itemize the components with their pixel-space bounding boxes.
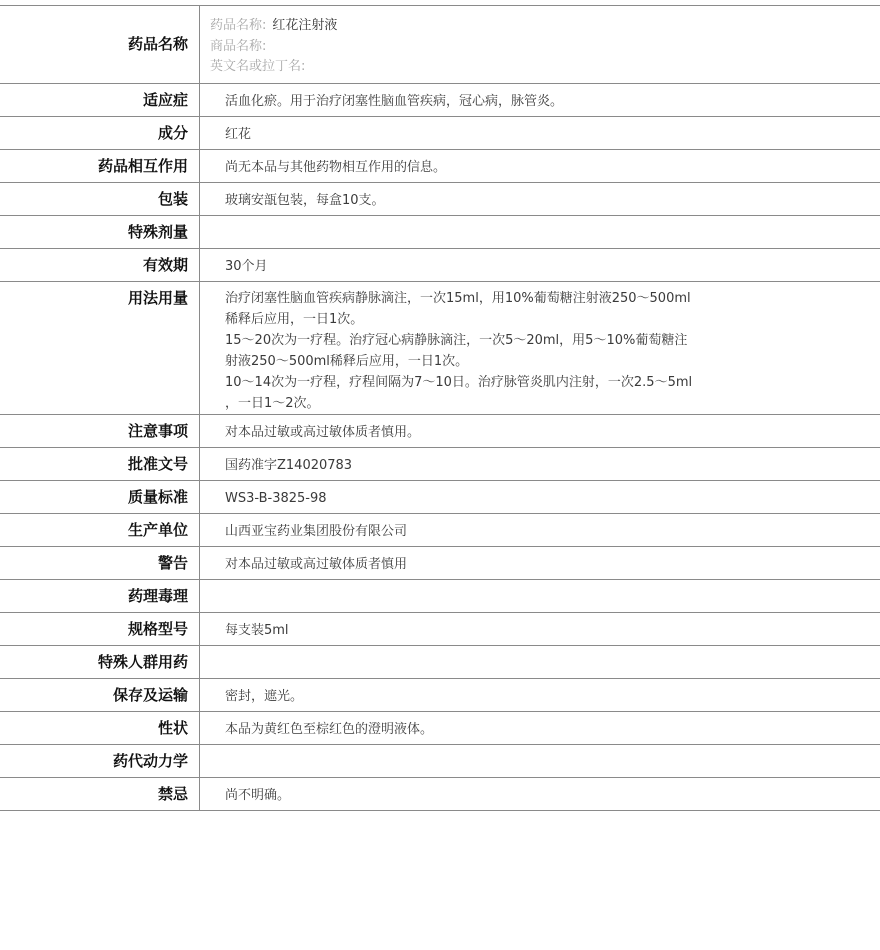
row-value: 对本品过敏或高过敏体质者慎用 xyxy=(225,557,408,572)
usage-line: 治疗闭塞性脑血管疾病静脉滴注，一次15ml，用10%葡萄糖注射液250～500ml xyxy=(225,291,691,306)
row-storage-transport xyxy=(0,679,880,712)
row-value xyxy=(200,216,880,248)
row-label: 警告 xyxy=(0,547,200,579)
trade-name-key: 商品名称: xyxy=(210,38,267,54)
drug-name-block xyxy=(200,6,880,83)
row-value: 尚无本品与其他药物相互作用的信息。 xyxy=(225,160,447,175)
row-label: 特殊剂量 xyxy=(0,216,200,248)
row-label: 性状 xyxy=(0,712,200,744)
row-label: 用法用量 xyxy=(0,282,200,414)
english-name-line xyxy=(210,57,880,78)
row-quality-standard xyxy=(0,481,880,514)
row-label: 药品名称 xyxy=(0,6,200,83)
row-label: 保存及运输 xyxy=(0,679,200,711)
row-label: 规格型号 xyxy=(0,613,200,645)
row-label: 特殊人群用药 xyxy=(0,646,200,678)
row-specification xyxy=(0,613,880,646)
row-label: 批准文号 xyxy=(0,448,200,480)
row-value: 活血化瘀。用于治疗闭塞性脑血管疾病，冠心病，脉管炎。 xyxy=(225,94,564,109)
row-pharmacokinetics xyxy=(0,745,880,778)
usage-line: ，一日1～2次。 xyxy=(225,396,320,411)
row-contraindications xyxy=(0,778,880,811)
english-name-key: 英文名或拉丁名: xyxy=(210,59,306,74)
generic-name-value: 红花注射液 xyxy=(272,18,338,33)
row-label: 成分 xyxy=(0,117,200,149)
row-packaging xyxy=(0,183,880,216)
generic-name-key: 药品名称: xyxy=(210,18,267,33)
row-label: 禁忌 xyxy=(0,778,200,810)
trade-name-line xyxy=(210,37,880,58)
row-value: 密封，遮光。 xyxy=(225,689,304,704)
row-manufacturer xyxy=(0,514,880,547)
usage-line: 10～14次为一疗程，疗程间隔为7～10日。治疗脉管炎肌内注射，一次2.5～5ml xyxy=(225,375,693,390)
row-value: 国药准字Z14020783 xyxy=(225,458,353,473)
row-approval-number xyxy=(0,448,880,481)
usage-text xyxy=(200,282,880,414)
row-indications xyxy=(0,84,880,117)
drug-info-table xyxy=(0,5,880,811)
row-drug-name xyxy=(0,6,880,84)
usage-line: 15～20次为一疗程。治疗冠心病静脉滴注，一次5～20ml，用5～10%葡萄糖注 xyxy=(225,333,688,348)
row-shelf-life xyxy=(0,249,880,282)
row-value: 本品为黄红色至棕红色的澄明液体。 xyxy=(225,722,434,737)
row-value: 山西亚宝药业集团股份有限公司 xyxy=(225,524,408,539)
row-value xyxy=(200,745,880,777)
row-label: 药理毒理 xyxy=(0,580,200,612)
row-special-populations xyxy=(0,646,880,679)
row-value: 尚不明确。 xyxy=(225,788,291,803)
row-value xyxy=(200,646,880,678)
row-value xyxy=(200,580,880,612)
row-value: 对本品过敏或高过敏体质者慎用。 xyxy=(225,425,421,440)
row-value: WS3-B-3825-98 xyxy=(225,491,327,506)
row-pharmacology-toxicology xyxy=(0,580,880,613)
row-usage-dosage xyxy=(0,282,880,415)
row-special-dosage xyxy=(0,216,880,249)
row-drug-interactions xyxy=(0,150,880,183)
row-value: 30个月 xyxy=(225,259,268,274)
usage-line: 稀释后应用，一日1次。 xyxy=(225,312,364,327)
row-label: 注意事项 xyxy=(0,415,200,447)
usage-line: 射液250～500ml稀释后应用，一日1次。 xyxy=(225,354,469,369)
row-precautions xyxy=(0,415,880,448)
row-label: 药代动力学 xyxy=(0,745,200,777)
row-label: 适应症 xyxy=(0,84,200,116)
row-warning xyxy=(0,547,880,580)
row-value: 玻璃安瓿包装，每盒10支。 xyxy=(225,193,385,208)
row-label: 生产单位 xyxy=(0,514,200,546)
row-label: 包装 xyxy=(0,183,200,215)
row-description xyxy=(0,712,880,745)
row-label: 质量标准 xyxy=(0,481,200,513)
row-label: 有效期 xyxy=(0,249,200,281)
row-value: 红花 xyxy=(225,127,252,142)
generic-name-line xyxy=(210,16,880,37)
row-ingredients xyxy=(0,117,880,150)
row-label: 药品相互作用 xyxy=(0,150,200,182)
row-value: 每支装5ml xyxy=(225,623,289,638)
